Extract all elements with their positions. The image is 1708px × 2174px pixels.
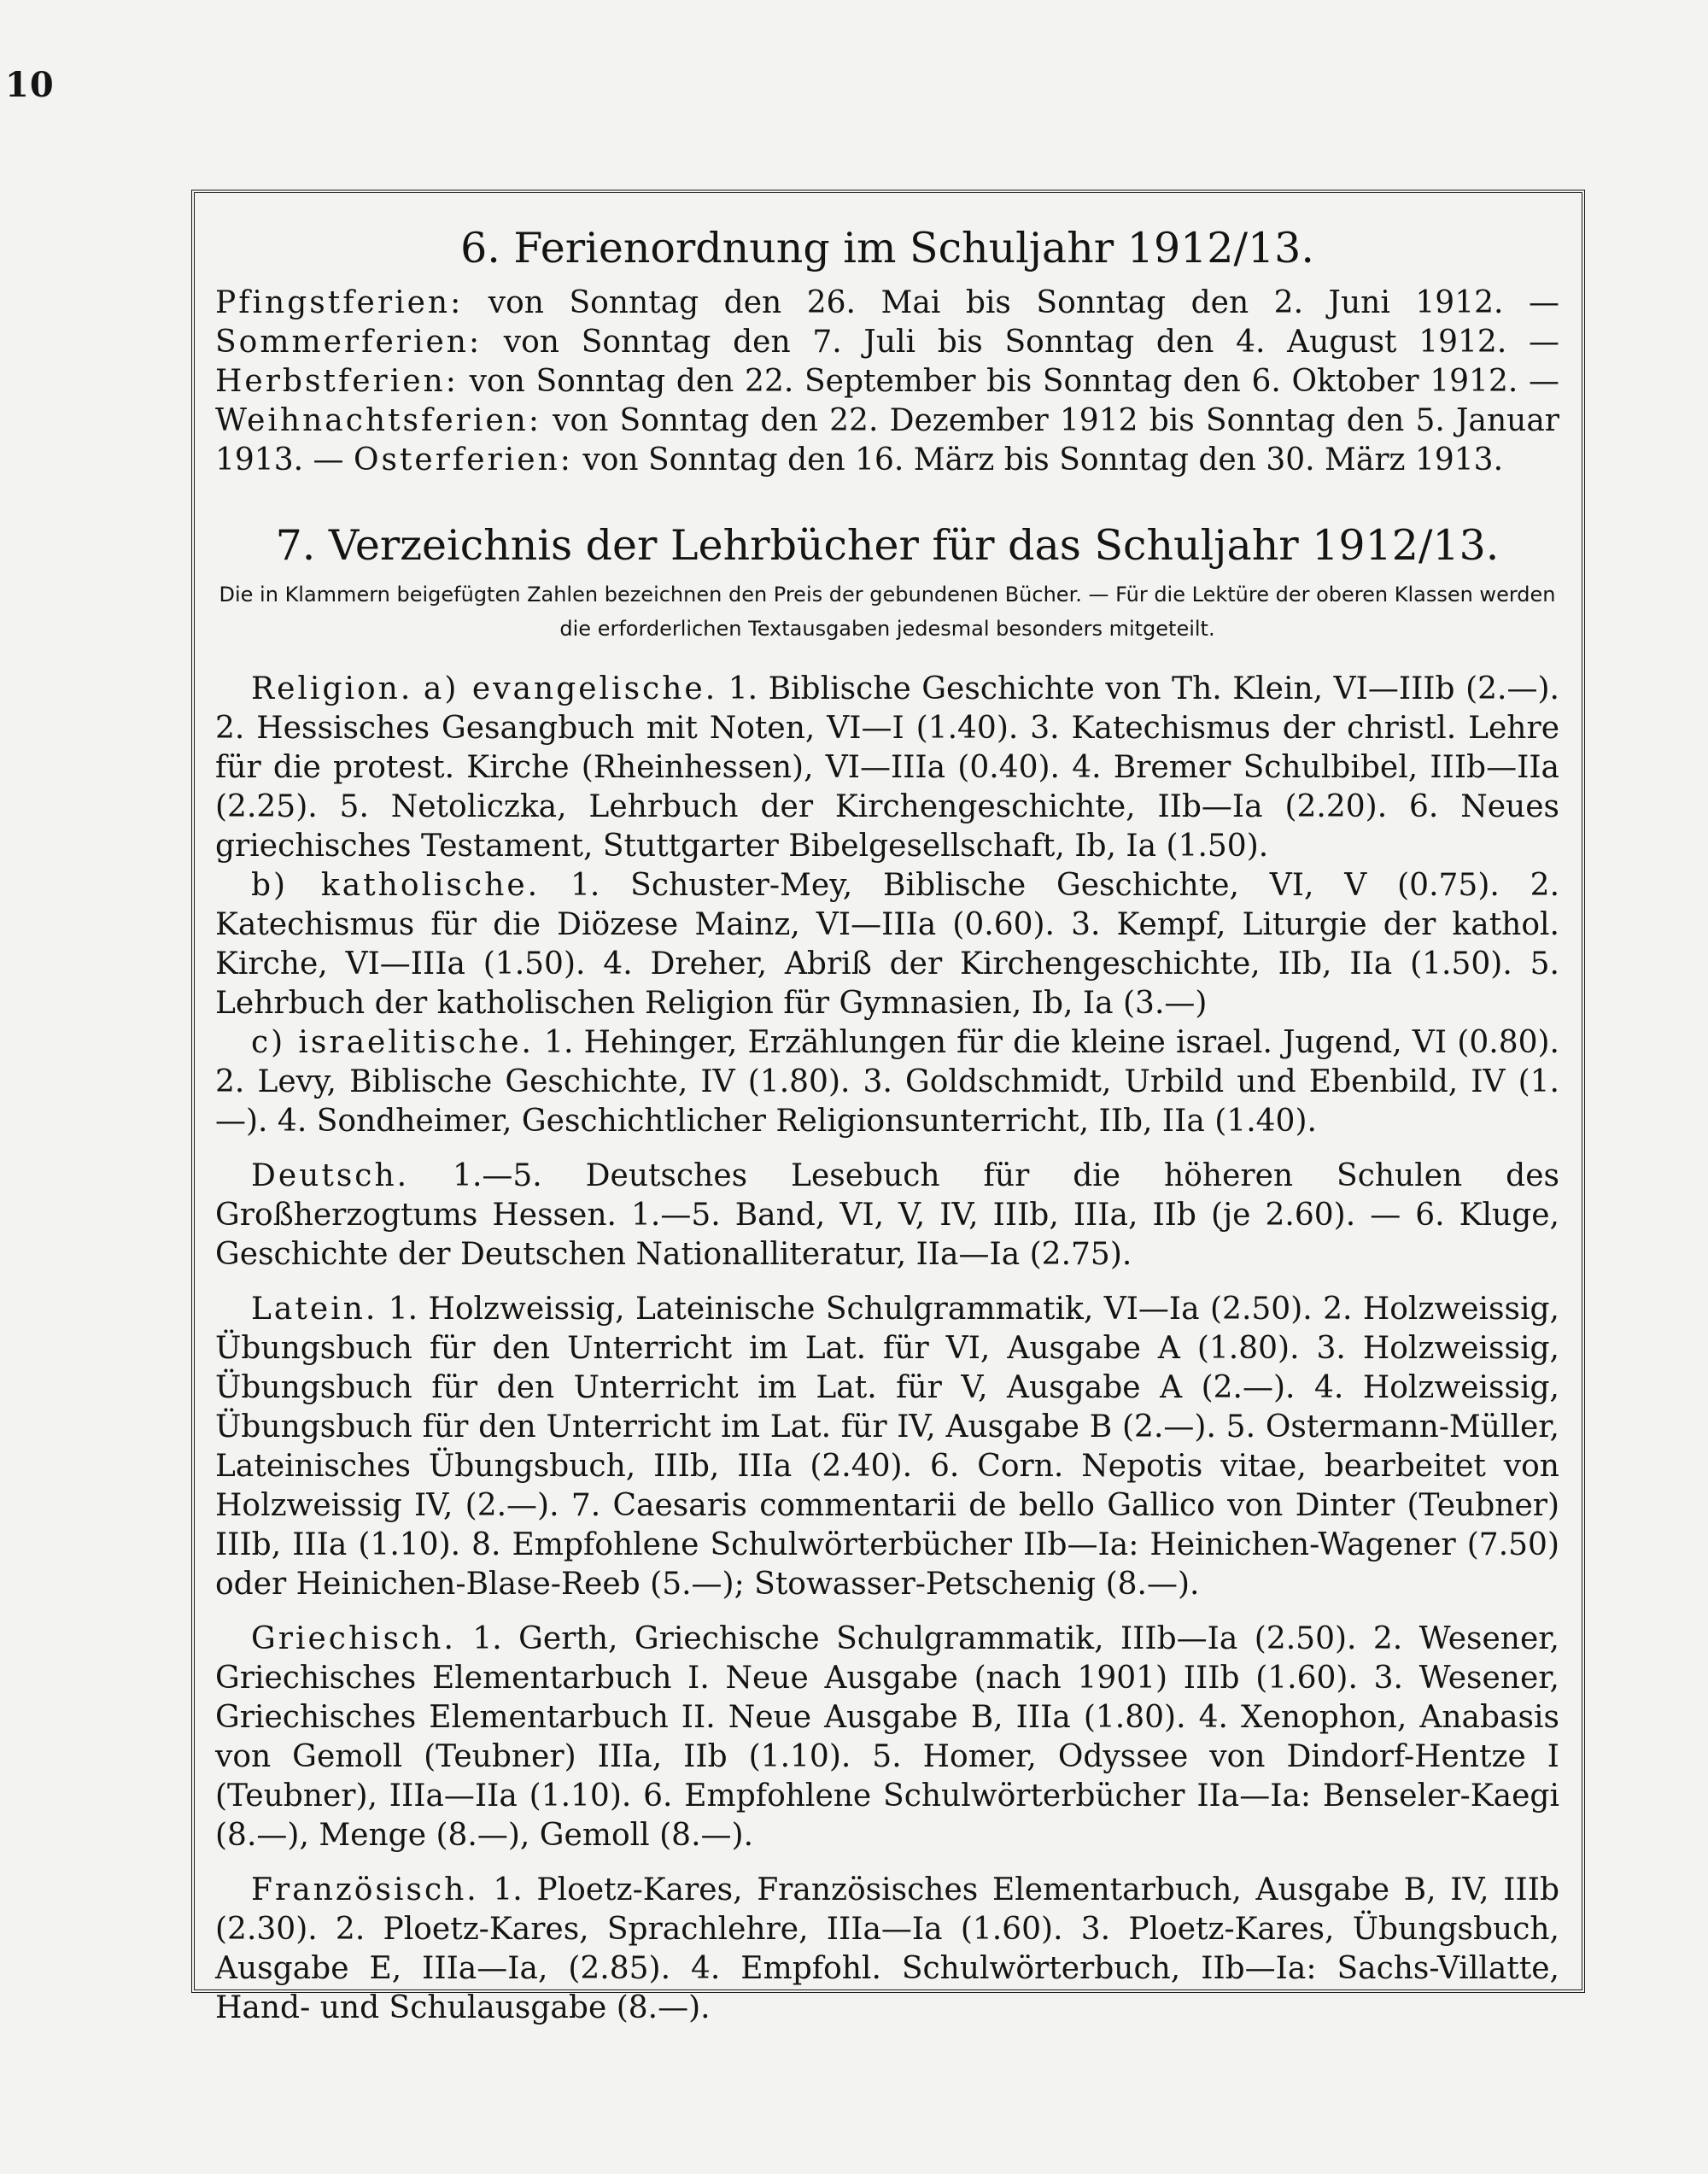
weihnachtsferien-label: Weihnachtsferien: [215, 403, 541, 438]
content-frame [191, 190, 1585, 2025]
religion-israelitisch-entry [215, 1023, 1559, 1141]
religion-katholisch-entry [215, 866, 1559, 1023]
israelitisch-text: 1. Hehinger, Erzählungen für die kleine israel. Jugend, VI (0.80). 2. Levy, Biblische Geschichte, IV (1.80). 3. Goldschmidt, Urbild und Ebenbild, IV (1.—). 4. Sondheimer, Geschichtlicher Religionsunterricht, IIb, IIa (1.40). [215, 1025, 1559, 1139]
griechisch-text: 1. Gerth, Griechische Schulgrammatik, IIIb—Ia (2.50). 2. Wesener, Griechisches Elementarbuch I. Neue Ausgabe (nach 1901) IIIb (1.60). 3. Wesener, Griechisches Elementarbuch II. Neue Ausgabe B, IIIa (1.80). 4. Xenophon, Anabasis von Gemoll (Teubner) IIIa, IIb (1.10). 5. Homer, Odyssee von Dindorf-Hentze I (Teubner), IIIa—IIa (1.10). 6. Empfohlene Schulwörterbücher IIa—Ia: Benseler-Kaegi (8.—), Menge (8.—), Gemoll (8.—). [215, 1621, 1559, 1853]
griechisch-entry [215, 1620, 1559, 1855]
vacation-section [215, 222, 1559, 480]
page-number: 10 [5, 65, 55, 105]
pfingstferien-label: Pfingstferien: [215, 285, 464, 320]
vacation-paragraph [215, 284, 1559, 480]
textbooks-section [215, 519, 1559, 2028]
religion-label: Religion. [251, 671, 413, 706]
latein-label: Latein. [251, 1292, 378, 1327]
pfingstferien-dates: von Sonntag den 26. Mai bis Sonntag den 2. Juni 1912. — [463, 285, 1559, 320]
latein-text: 1. Holzweissig, Lateinische Schulgrammatik, VI—Ia (2.50). 2. Holzweissig, Übungsbuch für den Unterricht im Lat. für VI, Ausgabe A (1.80). 3. Holzweissig, Übungsbuch für den Unterricht im Lat. für V, Ausgabe A (2.—). 4. Holzweissig, Übungsbuch für den Unterricht im Lat. für IV, Ausgabe B (2.—). 5. Ostermann-Müller, Lateinisches Übungsbuch, IIIb, IIIa (2.40). 6. Corn. Nepotis vitae, bearbeitet von Holzweissig IV, (2.—). 7. Caesaris commentarii de bello Gallico von Dinter (Teubner) IIIb, IIIa (1.10). 8. Empfohlene Schulwörterbücher IIb—Ia: Heinichen-Wagener (7.50) oder Heinichen-Blase-Reeb (5.—); Stowasser-Petschenig (8.—). [215, 1292, 1559, 1602]
religion-evangelisch-entry [215, 670, 1559, 866]
weihnachtsferien-dates: von Sonntag den 22. Dezember 1912 bis Sonntag den 5. Januar 1913. — [215, 403, 1559, 478]
vacation-title: 6. Ferienordnung im Schuljahr 1912/13. [460, 224, 1314, 272]
osterferien-label: Osterferien: [353, 442, 573, 478]
sommerferien-dates: von Sonntag den 7. Juli bis Sonntag den 4. August 1912. — [482, 325, 1559, 360]
franzoesisch-label: Französisch. [251, 1872, 479, 1907]
herbstferien-dates: von Sonntag den 22. September bis Sonntag den 6. Oktober 1912. — [458, 364, 1559, 399]
textbooks-note: Die in Klammern beigefügten Zahlen bezeichnen den Preis der gebundenen Bücher. — Für die Lektüre der oberen Klassen werden die erforderlichen Textausgaben jedesmal besonders mitgeteilt. [219, 583, 1556, 641]
deutsch-entry [215, 1157, 1559, 1275]
griechisch-label: Griechisch. [251, 1621, 456, 1656]
textbooks-title: 7. Verzeichnis der Lehrbücher für das Schuljahr 1912/13. [275, 521, 1500, 570]
katholisch-text: 1. Schuster-Mey, Biblische Geschichte, VI, V (0.75). 2. Katechismus für die Diözese Mainz, VI—IIIa (0.60). 3. Kempf, Liturgie der kathol. Kirche, VI—IIIa (1.50). 4. Dreher, Abriß der Kirchengeschichte, IIb, IIa (1.50). 5. Lehrbuch der katholischen Religion für Gymnasien, Ib, Ia (3.—) [215, 868, 1560, 1021]
evangelisch-label: a) evangelische. [423, 671, 718, 706]
herbstferien-label: Herbstferien: [215, 364, 459, 399]
israelitisch-label: c) israelitische. [251, 1025, 534, 1060]
osterferien-dates: von Sonntag den 16. März bis Sonntag den 30. März 1913. [572, 442, 1504, 478]
katholisch-label: b) katholische. [251, 868, 541, 903]
deutsch-label: Deutsch. [251, 1158, 410, 1193]
franzoesisch-text: 1. Ploetz-Kares, Französisches Elementarbuch, Ausgabe B, IV, IIIb (2.30). 2. Ploetz-Kares, Sprachlehre, IIIa—Ia (1.60). 3. Ploetz-Kares, Übungsbuch, Ausgabe E, IIIa—Ia, (2.85). 4. Empfohl. Schulwörterbuch, IIb—Ia: Sachs-Villatte, Hand- und Schulausgabe (8.—). [215, 1872, 1559, 2025]
franzoesisch-entry [215, 1871, 1559, 2028]
evangelisch-text: 1. Biblische Geschichte von Th. Klein, VI—IIIb (2.—). 2. Hessisches Gesangbuch mit Noten, VI—I (1.40). 3. Katechismus der christl. Lehre für die protest. Kirche (Rheinhessen), VI—IIIa (0.40). 4. Bremer Schulbibel, IIIb—IIa (2.25). 5. Netoliczka, Lehrbuch der Kirchengeschichte, IIb—Ia (2.20). 6. Neues griechisches Testament, Stuttgarter Bibelgesellschaft, Ib, Ia (1.50). [215, 671, 1559, 864]
latein-entry [215, 1290, 1559, 1604]
deutsch-text: 1.—5. Deutsches Lesebuch für die höheren Schulen des Großherzogtums Hessen. 1.—5. Band, VI, V, IV, IIIb, IIIa, IIb (je 2.60). — 6. Kluge, Geschichte der Deutschen Nationalliteratur, IIa—Ia (2.75). [215, 1158, 1559, 1272]
sommerferien-label: Sommerferien: [215, 325, 483, 360]
